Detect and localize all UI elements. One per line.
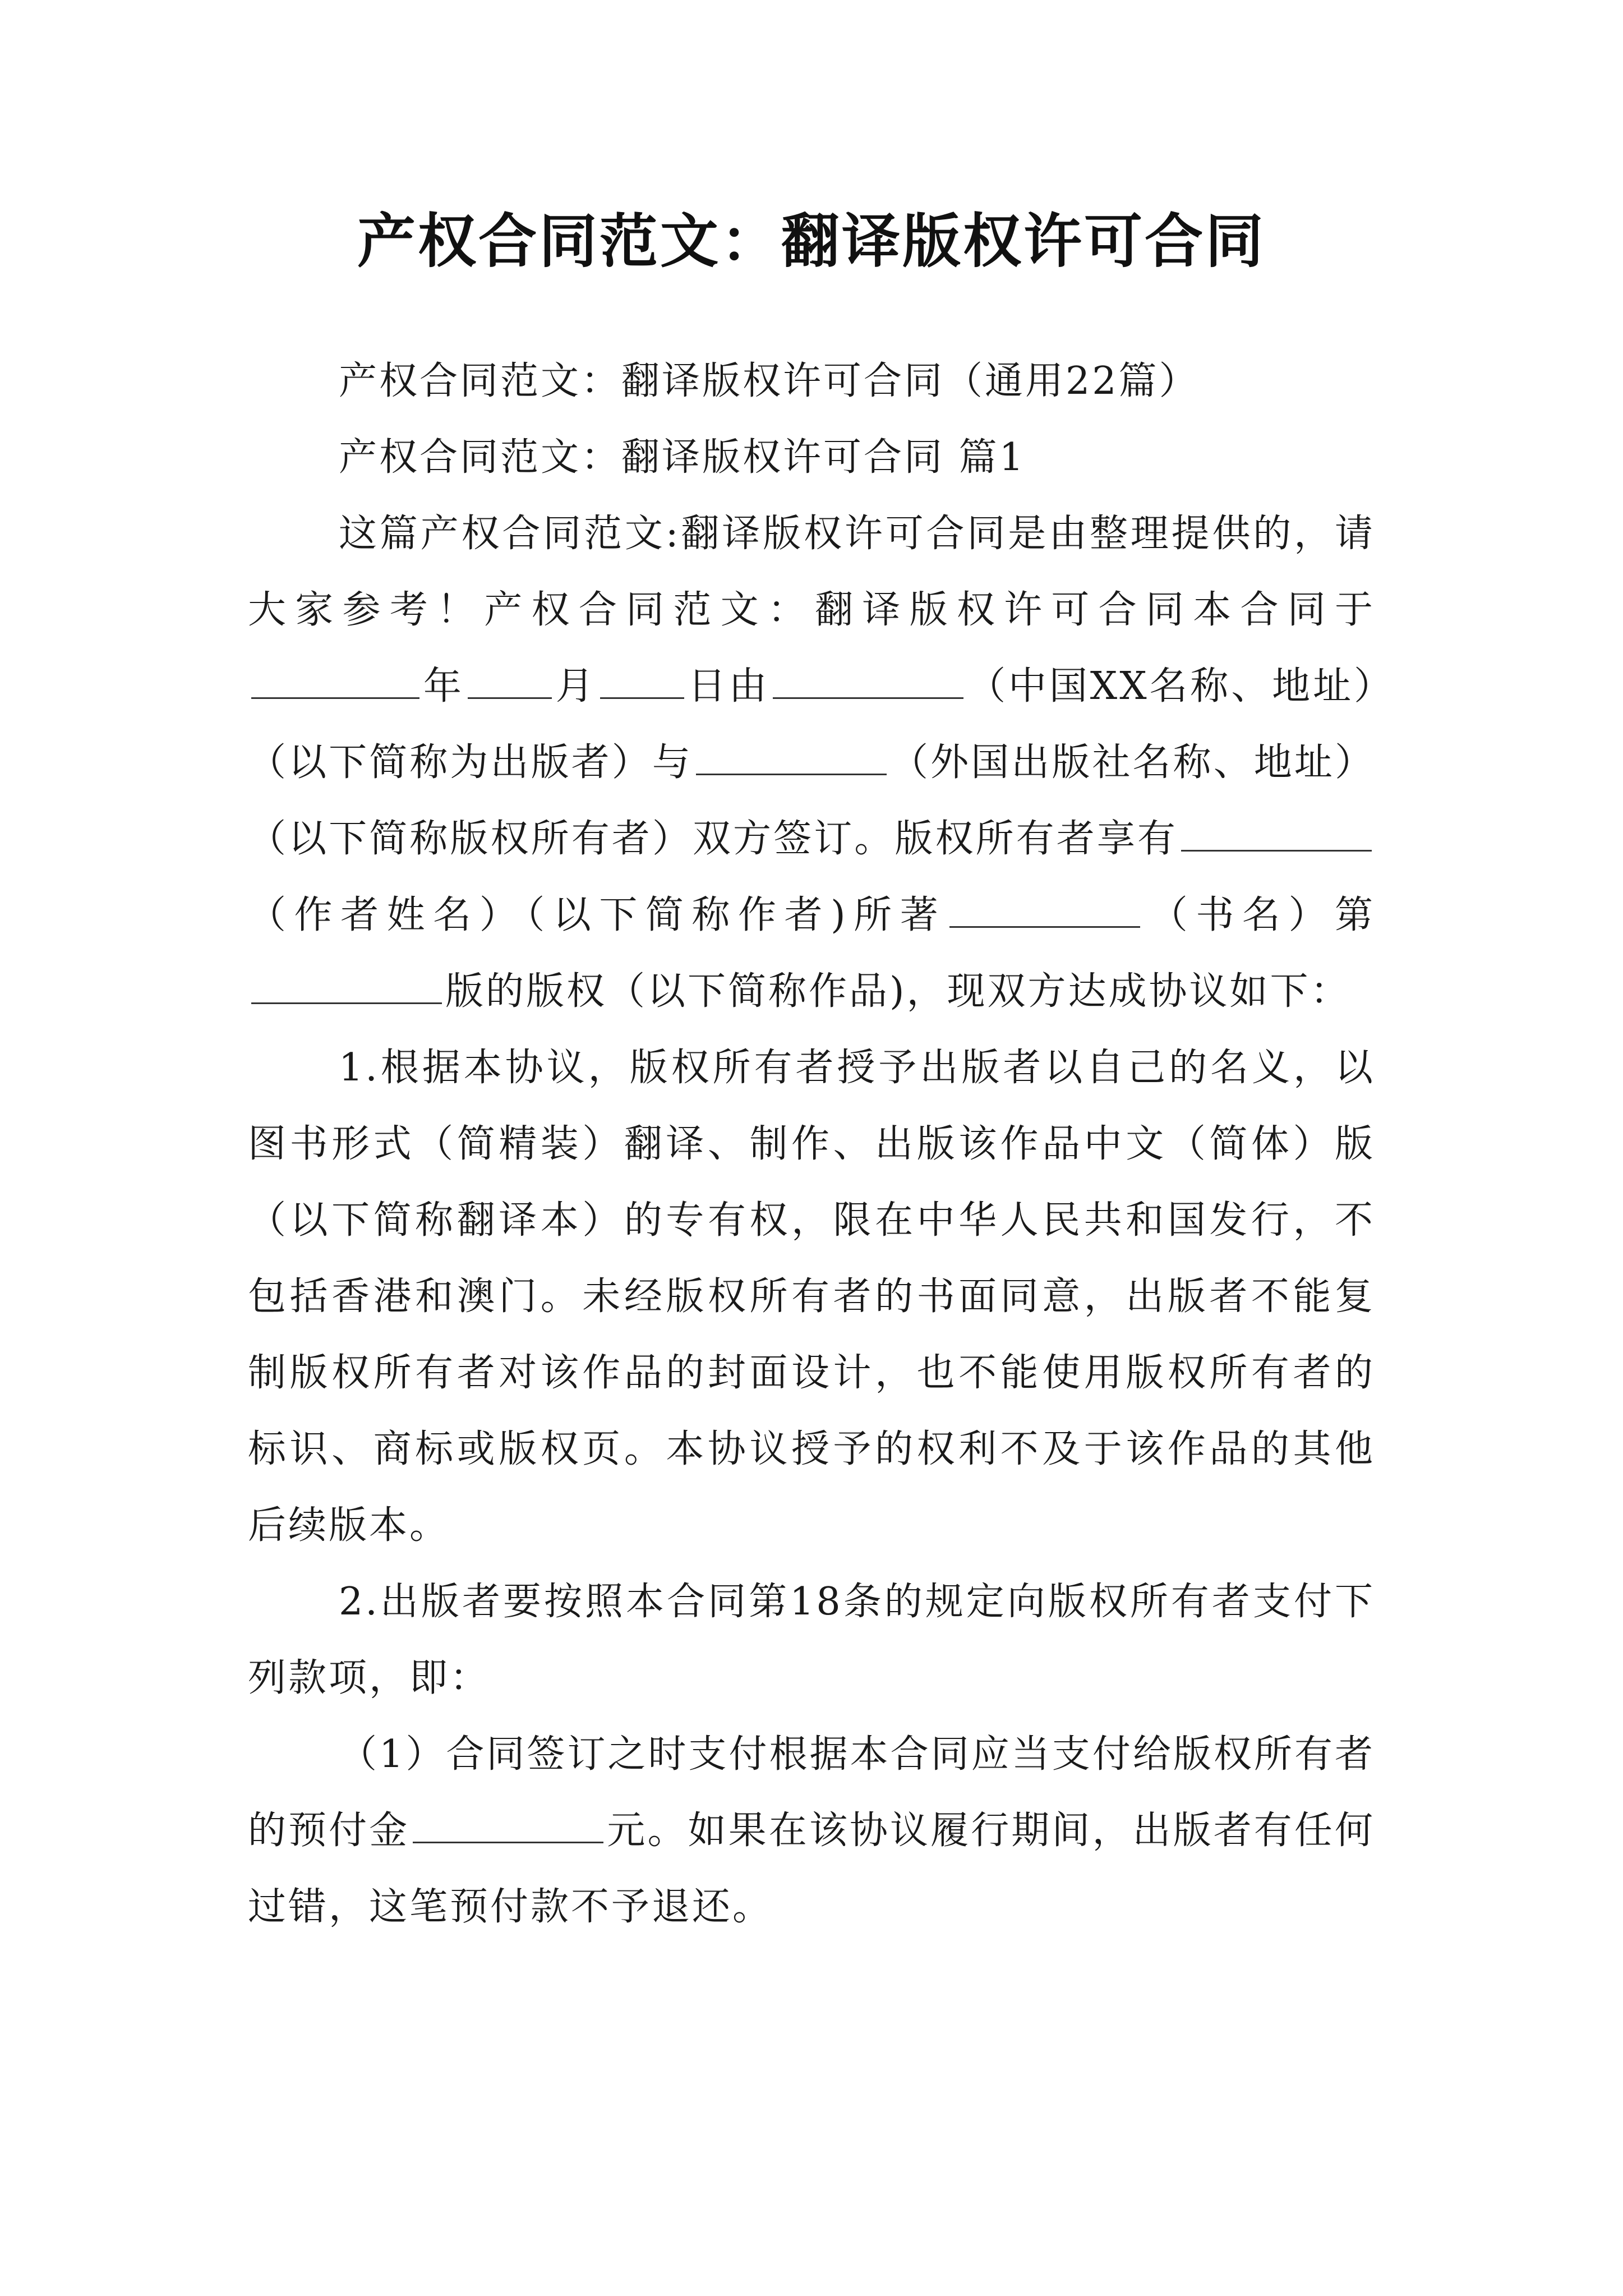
- clause-2-1-text: （1）合同签订之时支付根据本合同应当支付给版权所有者的预付金: [248, 1732, 1375, 1853]
- preamble-day-label: 日由: [687, 664, 770, 708]
- preamble-author-text: （作者姓名）（以下简称作者)所著: [248, 893, 947, 937]
- paragraph-subtitle: 产权合同范文：翻译版权许可合同（通用22篇）: [339, 359, 1200, 403]
- blank-year: [251, 666, 419, 699]
- document-body: [248, 343, 1375, 1945]
- preamble-book-text: （书名）第: [1144, 893, 1375, 937]
- blank-advance-amount: [413, 1810, 603, 1843]
- paragraph-preamble: [248, 496, 1375, 1030]
- blank-publisher-name: [773, 666, 963, 699]
- clause-2-1-text-end: 元。如果在该协议履行期间，出版者有任何过错，这笔预付款不予退还。: [248, 1809, 1375, 1929]
- blank-month: [468, 666, 552, 699]
- blank-day: [600, 666, 684, 699]
- paragraph-clause-2: 2.出版者要按照本合同第18条的规定向版权所有者支付下列款项，即：: [248, 1580, 1375, 1700]
- preamble-month-label: 月: [555, 664, 597, 708]
- document-title: 产权合同范文：翻译版权许可合同: [357, 207, 1266, 275]
- blank-book-title: [949, 895, 1140, 928]
- preamble-owner-text: （外国出版社名称、地址）（以下简称版权所有者）双方签订。版权所有者享有: [248, 740, 1375, 861]
- preamble-publisher-text: （中国XX名称、地址）（以下简称为出版者）与: [248, 664, 1375, 785]
- blank-foreign-publisher: [696, 742, 887, 775]
- blank-author-name: [1181, 818, 1372, 852]
- paragraph-section-heading: 产权合同范文：翻译版权许可合同 篇1: [339, 435, 1026, 480]
- paragraph-clause-2-1: [248, 1717, 1375, 1945]
- blank-edition: [251, 971, 442, 1004]
- preamble-text-intro: 这篇产权合同范文:翻译版权许可合同是由整理提供的，请大家参考！产权合同范文：翻译版权许可合同本合同于: [248, 512, 1375, 632]
- paragraph-clause-1: 1.根据本协议，版权所有者授予出版者以自己的名义，以图书形式（简精装）翻译、制作、出版该作品中文（简体）版（以下简称翻译本）的专有权，限在中华人民共和国发行，不包括香港和澳门。未经版权所有者的书面同意，出版者不能复制版权所有者对该作品的封面设计，也不能使用版权所有者的标识、商标或版权页。本协议授予的权利不及于该作品的其他后续版本。: [248, 1046, 1375, 1548]
- preamble-agreement-text: 版的版权（以下简称作品)，现双方达成协议如下：: [445, 969, 1351, 1014]
- preamble-year-label: 年: [423, 664, 464, 708]
